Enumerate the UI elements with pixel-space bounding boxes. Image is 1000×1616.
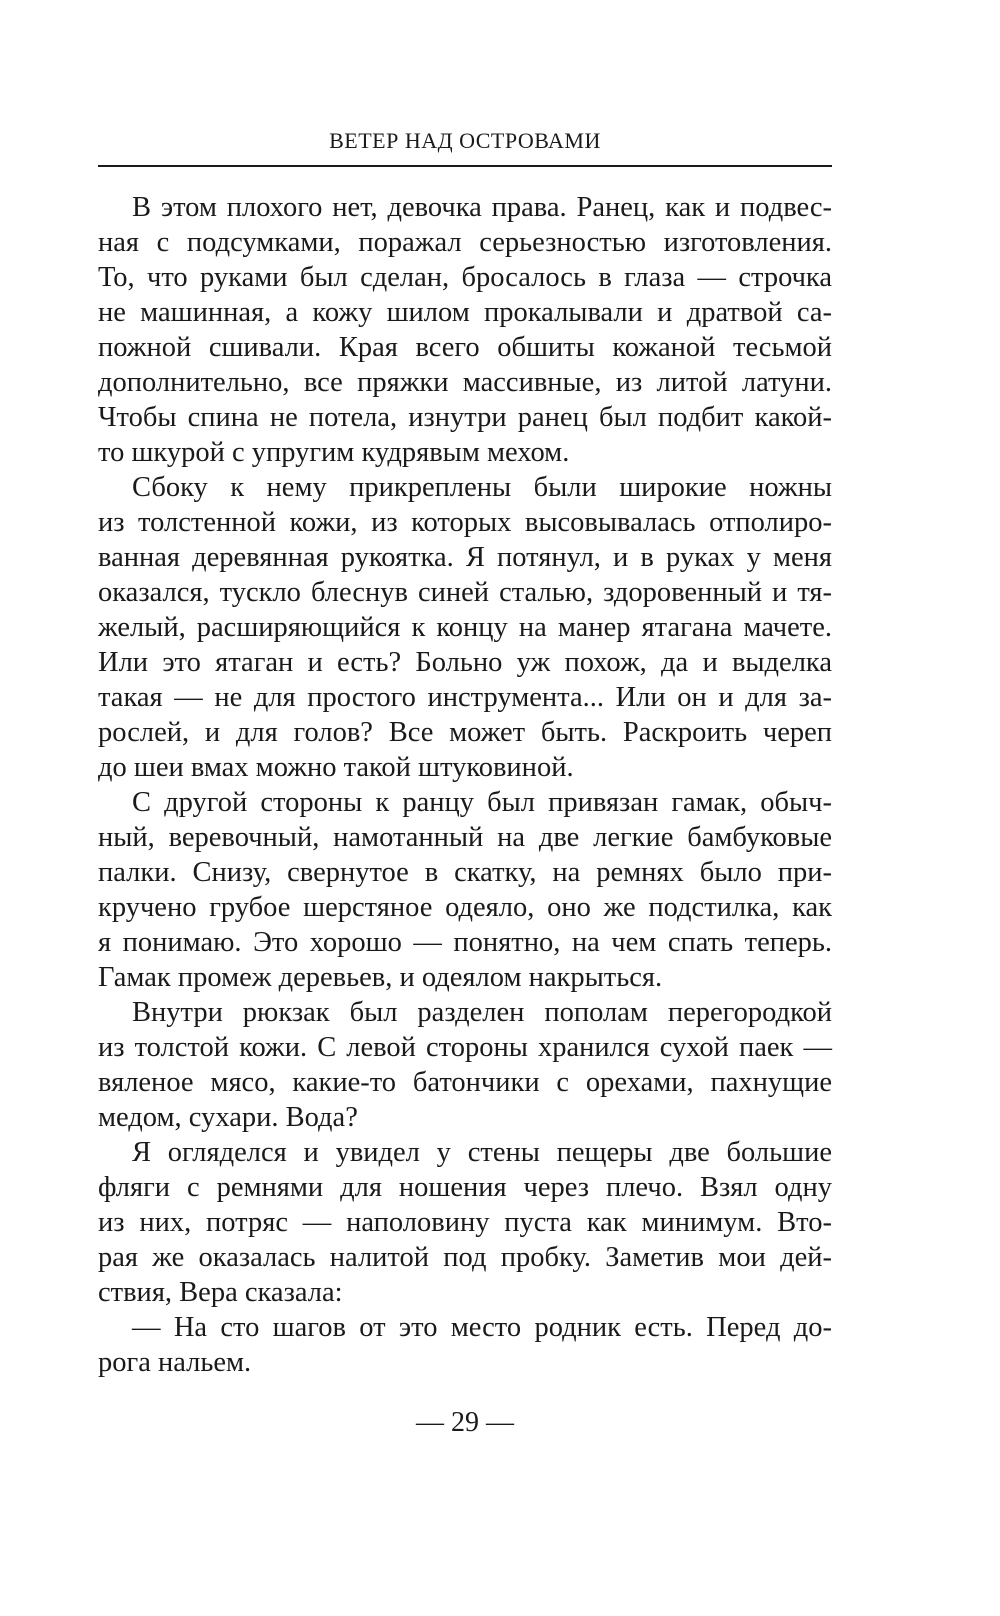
text-line: С другой стороны к ранцу был привязан гамак, обыч- bbox=[132, 787, 832, 818]
text-line: Сбоку к нему прикреплены были широкие ножны bbox=[132, 472, 832, 503]
text-line: Внутри рюкзак был разделен пополам перегородкой bbox=[132, 997, 832, 1028]
text-line: дополнительно, все пряжки массивные, из литой латуни. bbox=[98, 367, 832, 398]
text-line: рога нальем. bbox=[98, 1347, 252, 1378]
text-line: не машинная, а кожу шилом прокалывали и дратвой са- bbox=[98, 297, 832, 328]
text-line: я понимаю. Это хорошо — понятно, на чем спать теперь. bbox=[98, 927, 832, 958]
text-line: такая — не для простого инструмента... Или он и для за- bbox=[98, 682, 832, 713]
text-line: оказался, тускло блеснув синей сталью, здоровенный и тя- bbox=[98, 577, 832, 608]
text-line: рая же оказалась налитой под пробку. Заметив мои дей- bbox=[98, 1242, 832, 1273]
text-line: фляги с ремнями для ношения через плечо. Взял одну bbox=[98, 1172, 832, 1203]
text-line: ствия, Вера сказала: bbox=[98, 1277, 343, 1308]
text-line: Гамак промеж деревьев, и одеялом накрыться. bbox=[98, 962, 663, 993]
text-line: палки. Снизу, свернутое в скатку, на ремнях было при- bbox=[98, 857, 832, 888]
page-body-text bbox=[98, 190, 832, 1380]
text-line: рослей, и для голов? Все может быть. Раскроить череп bbox=[98, 717, 832, 748]
text-line: — На сто шагов от это место родник есть. Перед до- bbox=[132, 1312, 832, 1343]
text-line: Чтобы спина не потела, изнутри ранец был подбит какой- bbox=[98, 402, 832, 433]
text-line: из толстенной кожи, из которых высовывалась отполиро- bbox=[98, 507, 832, 538]
text-line: Или это ятаган и есть? Больно уж похож, да и выделка bbox=[98, 647, 832, 678]
text-line: кручено грубое шерстяное одеяло, оно же подстилка, как bbox=[98, 892, 832, 923]
text-line: из толстой кожи. С левой стороны хранился сухой паек — bbox=[98, 1032, 832, 1063]
text-line: желый, расширяющийся к концу на манер ятагана мачете. bbox=[98, 612, 832, 643]
header-divider bbox=[98, 165, 832, 167]
running-header: ВЕТЕР НАД ОСТРОВАМИ bbox=[329, 128, 601, 153]
text-line: То, что руками был сделан, бросалось в глаза — строчка bbox=[98, 262, 832, 293]
text-line: ванная деревянная рукоятка. Я потянул, и в руках у меня bbox=[98, 542, 832, 573]
page-number: — 29 — bbox=[416, 1407, 514, 1438]
text-line: до шеи вмах можно такой штуковиной. bbox=[98, 752, 574, 783]
text-line: ный, веревочный, намотанный на две легкие бамбуковые bbox=[98, 822, 832, 853]
text-line: то шкурой с упругим кудрявым мехом. bbox=[98, 437, 570, 468]
text-line: пожной сшивали. Края всего обшиты кожаной тесьмой bbox=[98, 332, 832, 363]
text-line: Я огляделся и увидел у стены пещеры две большие bbox=[132, 1137, 832, 1168]
text-line: ная с подсумками, поражал серьезностью изготовления. bbox=[98, 227, 832, 258]
text-line: медом, сухари. Вода? bbox=[98, 1102, 358, 1133]
text-line: из них, потряс — наполовину пуста как минимум. Вто- bbox=[98, 1207, 832, 1238]
text-line: В этом плохого нет, девочка права. Ранец, как и подвес- bbox=[132, 192, 832, 223]
text-line: вяленое мясо, какие-то батончики с орехами, пахнущие bbox=[98, 1067, 832, 1098]
